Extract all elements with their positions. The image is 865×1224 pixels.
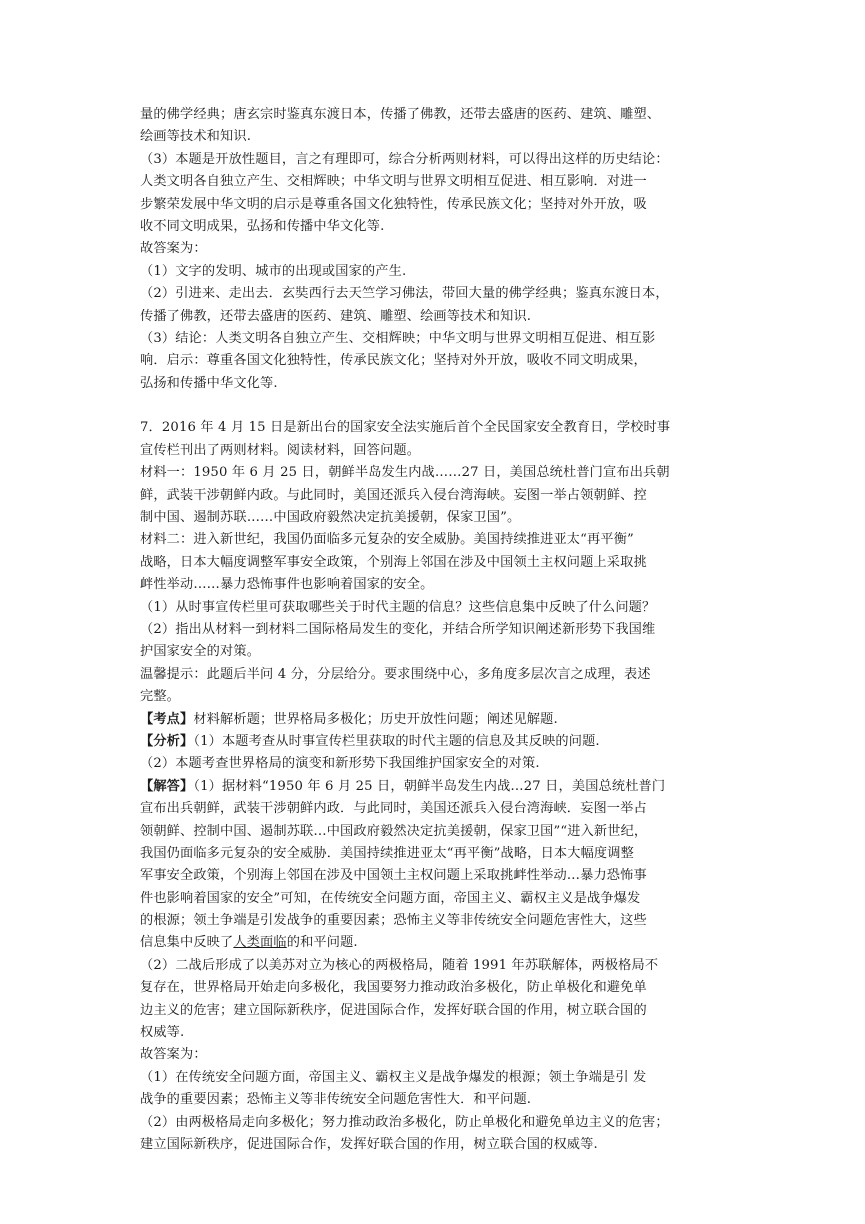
kaodian-line <box>140 709 730 731</box>
answer-line: （2）由两极格局走向多极化；努力推动政治多极化，防止单极化和避免单边主义的危害； <box>140 1114 669 1130</box>
answer-line: 弘扬和传播中华文化等. <box>140 375 278 391</box>
answer-line: 建立国际新秩序，促进国际合作，发挥好联合国的作用，树立联合国的权威等. <box>140 1136 598 1152</box>
fenxi-text: （1）本题考查从时事宣传栏里获取的时代主题的信息及其反映的问题. <box>193 733 600 749</box>
material-line: 鲜，武装干涉朝鲜内政。与此同时，美国还派兵入侵台湾海峡。妄图一举占领朝鲜、控 <box>140 487 647 503</box>
jieda-text: （1）据材料“1950 年 6 月 25 日，朝鲜半岛发生内战…27 日，美国总统杜普门 <box>193 778 666 794</box>
jieda-tag: 【解答】 <box>140 778 194 794</box>
text-line: （3）本题是开放性题目，言之有理即可，综合分析两则材料，可以得出这样的历史结论： <box>140 151 669 167</box>
jieda-line: 我国仍面临多元复杂的安全威胁．美国持续推进亚太“再平衡”战略，日本大幅度调整 <box>140 845 634 861</box>
jieda-line: 的根源；领土争端是引发战争的重要因素；恐怖主义等非传统安全问题危害性大，这些 <box>140 913 647 929</box>
answer-line: 战争的重要因素；恐怖主义等非传统安全问题危害性大．和平问题. <box>140 1092 532 1108</box>
answer-line: （1）在传统安全问题方面，帝国主义、霸权主义是战争爆发的根源；领土争端是引 发 <box>140 1069 647 1085</box>
jieda-line: （2）二战后形成了以美苏对立为核心的两极格局，随着 1991 年苏联解体，两极格局不 <box>140 957 659 973</box>
jieda-line: 军事安全政策，个别海上邻国在涉及中国领土主权问题上采取挑衅性举动…暴力恐怖事 <box>140 868 647 884</box>
jieda-last-post: 的和平问题. <box>286 935 358 951</box>
kaodian-tag: 【考点】 <box>140 711 194 727</box>
document-body <box>140 104 730 1156</box>
fenxi-tag: 【分析】 <box>140 733 194 749</box>
paragraph-gap <box>140 395 730 417</box>
jieda-line: 权威等. <box>140 1025 185 1041</box>
answer-line: 响．启示：尊重各国文化独特性，传承民族文化；坚持对外开放，吸收不同文明成果， <box>140 353 647 369</box>
hint-line: 温馨提示：此题后半问 4 分，分层给分。要求围绕中心，多角度多层次言之成理，表述 <box>140 666 651 682</box>
material-line: 材料二：进入新世纪，我国仍面临多元复杂的安全威胁。美国持续推进亚太“再平衡” <box>140 532 634 548</box>
jieda-line: 复存在，世界格局开始走向多极化，我国要努力推动政治多极化，防止单极化和避免单 <box>140 980 647 996</box>
answer-line: （1）文字的发明、城市的出现或国家的产生. <box>140 263 407 279</box>
answer-line: （2）引进来、走出去．玄奘西行去天竺学习佛法，带回大量的佛学经典；鉴真东渡日本， <box>140 286 669 302</box>
jieda-line: 宣布出兵朝鲜，武装干涉朝鲜内政．与此同时，美国还派兵入侵台湾海峡．妄图一举占 <box>140 801 647 817</box>
jieda-line: 领朝鲜、控制中国、遏制苏联…中国政府毅然决定抗美援朝，保家卫国”“进入新世纪， <box>140 823 648 839</box>
jieda-last-pre: 信息集中反映了 <box>140 935 234 951</box>
material-line: 制中国、遏制苏联……中国政府毅然决定抗美援朝，保家卫国”。 <box>140 510 521 526</box>
question-line: 7．2016 年 4 月 15 日是新出台的国家安全法实施后首个全民国家安全教育日，学校时事 <box>140 420 671 436</box>
text-line: 绘画等技术和知识. <box>140 129 252 145</box>
jieda-line <box>140 932 730 954</box>
kaodian-text: 材料解析题；世界格局多极化；历史开放性问题；阐述见解题. <box>193 711 558 727</box>
material-line: 材料一：1950 年 6 月 25 日，朝鲜半岛发生内战……27 日，美国总统杜普门宣布出兵朝 <box>140 465 670 481</box>
answer-heading: 故答案为： <box>140 1047 207 1063</box>
jieda-line: 件也影响着国家的安全”可知，在传统安全问题方面，帝国主义、霸权主义是战争爆发 <box>140 890 641 906</box>
text-line: 人类文明各自独立产生、交相辉映；中华文明与世界文明相互促进、相互影响．对进一 <box>140 174 647 190</box>
jieda-underlined-text: 人类面临 <box>233 935 287 951</box>
material-line: 战略，日本大幅度调整军事安全政策，个别海上邻国在涉及中国领土主权问题上采取挑 <box>140 554 647 570</box>
sub-question-line: （1）从时事宣传栏里可获取哪些关于时代主题的信息？这些信息集中反映了什么问题？ <box>140 599 656 615</box>
answer-line: （3）结论：人类文明各自独立产生、交相辉映；中华文明与世界文明相互促进、相互影 <box>140 330 656 346</box>
text-line: 量的佛学经典；唐玄宗时鉴真东渡日本，传播了佛教，还带去盛唐的医药、建筑、雕塑、 <box>140 107 661 122</box>
jieda-line <box>140 776 730 798</box>
answer-heading: 故答案为： <box>140 241 207 257</box>
sub-question-line: 护国家安全的对策。 <box>140 644 261 660</box>
material-line: 衅性举动……暴力恐怖事件也影响着国家的安全。 <box>140 577 434 593</box>
question-line: 宣传栏刊出了两则材料。阅读材料，回答问题。 <box>140 442 421 458</box>
answer-line: 传播了佛教，还带去盛唐的医药、建筑、雕塑、绘画等技术和知识. <box>140 308 532 324</box>
text-line: 步繁荣发展中华文明的启示是尊重各国文化独特性，传承民族文化；坚持对外开放，吸 <box>140 196 647 212</box>
sub-question-line: （2）指出从材料一到材料二国际格局发生的变化，并结合所学知识阐述新形势下我国维 <box>140 621 656 637</box>
fenxi-line <box>140 731 730 753</box>
hint-line: 完整。 <box>140 689 181 705</box>
text-line: 收不同文明成果，弘扬和传播中华文化等. <box>140 218 385 234</box>
fenxi-line: （2）本题考查世界格局的演变和新形势下我国维护国家安全的对策. <box>140 756 540 772</box>
jieda-line: 边主义的危害；建立国际新秩序，促进国际合作，发挥好联合国的作用，树立联合国的 <box>140 1002 647 1018</box>
